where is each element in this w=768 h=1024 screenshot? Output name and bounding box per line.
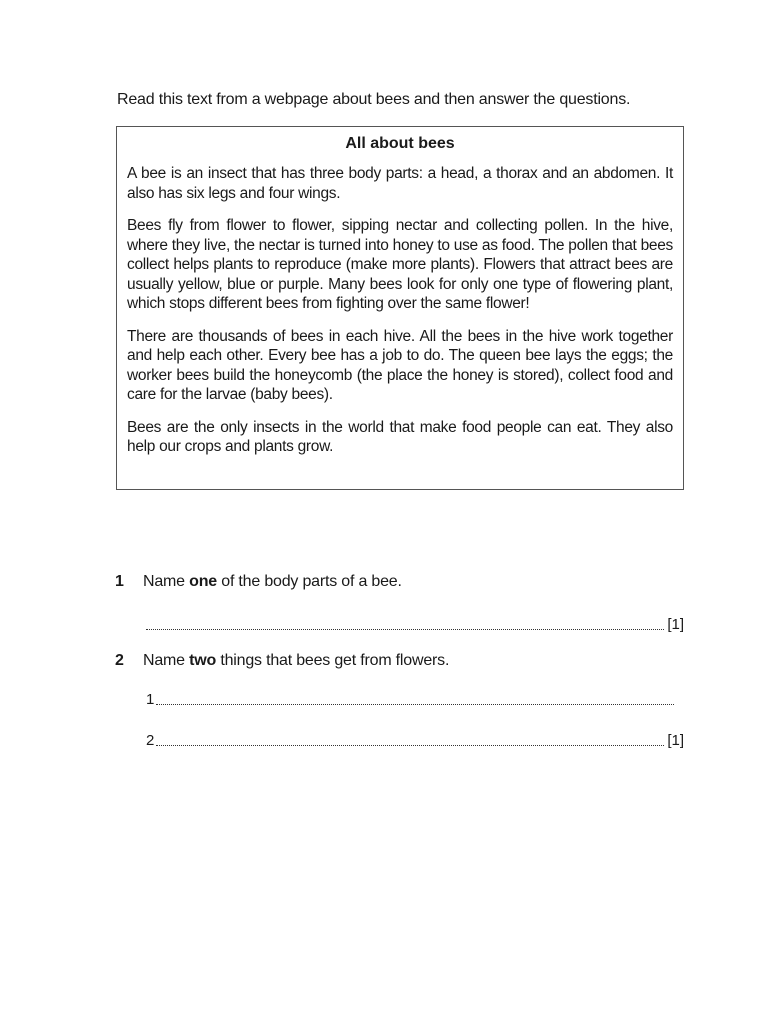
question-1-mark: [1] xyxy=(667,616,684,633)
question-2-emphasis: two xyxy=(189,652,217,669)
passage-paragraph-3: There are thousands of bees in each hive. All the bees in the hive work together and help each other. Every bee has a job to do. The queen bee lays the eggs; the worker bees build the honeycomb (the place the honey is stored), collect food and care for the larvae (baby bees). xyxy=(127,327,673,403)
passage-box xyxy=(116,126,684,490)
answer-line-2-label: 2 xyxy=(146,732,155,749)
question-1 xyxy=(115,573,402,591)
instructions: Read this text from a webpage about bees and then answer the questions. xyxy=(117,91,631,108)
question-2-mark: [1] xyxy=(667,732,684,749)
answer-line-1-label: 1 xyxy=(146,691,155,708)
passage-title: All about bees xyxy=(345,135,455,152)
question-2 xyxy=(115,652,449,670)
question-1-answer-line[interactable] xyxy=(146,616,684,633)
dotted-line xyxy=(146,618,664,630)
passage-paragraph-2: Bees fly from flower to flower, sipping nectar and collecting pollen. In the hive, where they live, the nectar is turned into honey to use as food. The pollen that bees collect helps plants to reproduce (make more plants). Flowers that attract bees are usually yellow, blue or purple. Many bees look for only one type of flowering plant, which stops different bees from fighting over the same flower! xyxy=(127,217,673,312)
question-2-number: 2 xyxy=(115,652,124,669)
question-2-answer-line-2[interactable] xyxy=(146,732,684,749)
question-1-emphasis: one xyxy=(189,573,217,590)
question-1-text-end: of the body parts of a bee. xyxy=(217,573,402,590)
passage-paragraph-4: Bees are the only insects in the world that make food people can eat. They also help our crops and plants grow. xyxy=(127,418,673,455)
dotted-line xyxy=(156,693,674,705)
question-2-text-start: Name xyxy=(143,652,190,669)
question-2-text-end: things that bees get from flowers. xyxy=(216,652,450,669)
question-1-number: 1 xyxy=(115,573,124,590)
question-2-answer-line-1[interactable] xyxy=(146,691,674,708)
question-1-text-start: Name xyxy=(143,573,190,590)
dotted-line xyxy=(156,734,664,746)
passage-paragraph-1: A bee is an insect that has three body parts: a head, a thorax and an abdomen. It also has six legs and four wings. xyxy=(127,165,673,202)
